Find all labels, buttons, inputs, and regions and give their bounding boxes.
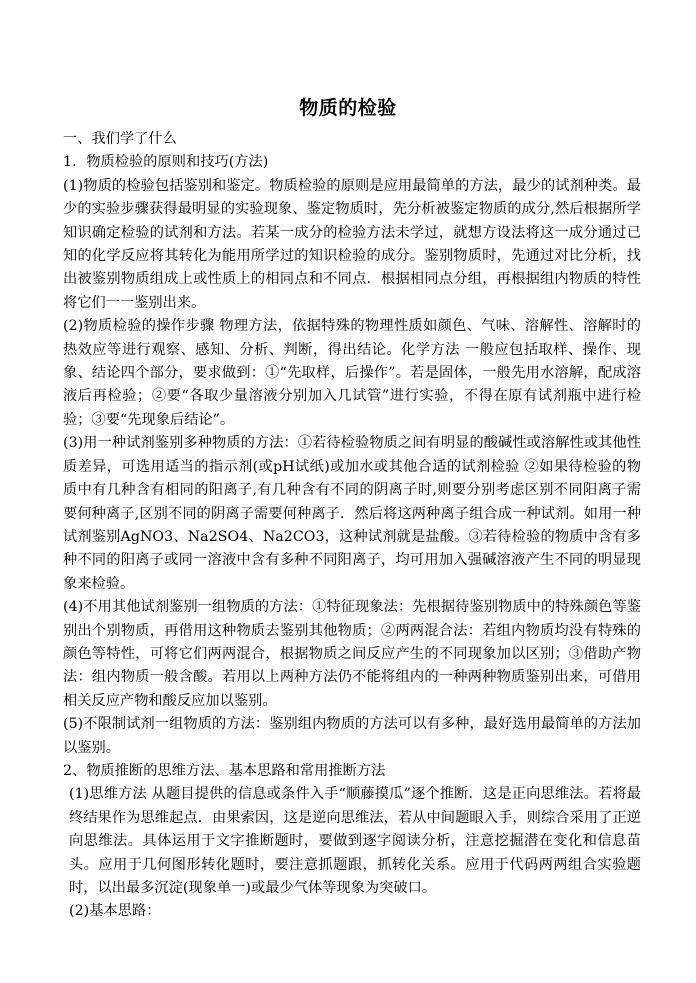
- document-title: 物质的检验: [299, 97, 397, 119]
- paragraph: (2)物质检验的操作步骤 物理方法，依据特殊的物理性质如颜色、气味、溶解性、溶解时的热效应等进行观察、感知、分析、判断，得出结论。化学方法 一般应包括取样、操作、现象、结论四个部分，要求做到：①“先取样，后操作”。若是固体，一般先用水溶解，配成溶液后再检验；②要“各取少量溶液分别加入几试管”进行实验，不得在原有试剂瓶中进行检验；③要“先现象后结论”。: [63, 318, 641, 428]
- paragraph: (3)用一种试剂鉴别多种物质的方法：①若待检验物质之间有明显的酸碱性或溶解性或其他性质差异，可选用适当的指示剂(或pH试纸)或加水或其他合适的试剂检验 ②如果待检验的物质中有几种含有相同的阳离子,有几种含有不同的阴离子时,则要分别考虑区别不同阳离子需要何种离子,区别不同的阴离子需要何种离子．然后将这两种离子组合成一种试剂。如用一种试剂鉴别AgNO3、Na2SO4、Na2CO3，这种试剂就是盐酸。③若待检验的物质中含有多种不同的阳离子或同一溶液中含有多种不同阳离子，均可用加入强碱溶液产生不同的明显现象来检验。: [63, 435, 641, 592]
- paragraph: (4)不用其他试剂鉴别一组物质的方法：①特征现象法：先根据待鉴别物质中的特殊颜色等鉴别出个别物质，再借用这种物质去鉴别其他物质；②两两混合法：若组内物质均没有特殊的颜色等特性，可将它们两两混合，根据物质之间反应产生的不同现象加以区别；③借助产物法：组内物质一般含酸。若用以上两种方法仍不能将组内的一种两种物质鉴别出来，可借用相关反应产物和酸反应加以鉴别。: [63, 599, 641, 709]
- paragraph: (1)思维方法 从题目提供的信息或条件入手“顺藤摸瓜”逐个推断．这是正向思维法。若将最终结果作为思维起点．由果索因，这是逆向思维法，若从中间题眼入手，则综合采用了正逆向思维法。具体运用于文字推断题时，要做到逐字阅读分析，注意挖掘潜在变化和信息苗头。应用于几何图形转化题时，要注意抓题跟，抓转化关系。应用于代码两两组合实验题时，以出最多沉淀(现象单一)或最少气体等现象为突破口。: [69, 786, 641, 896]
- subsection-heading: 2、物质推断的思维方法、基本思路和常用推断方法: [63, 762, 386, 779]
- subsection-heading: 1．物质检验的原则和技巧(方法): [63, 154, 269, 171]
- document-body: [63, 128, 641, 924]
- paragraph: (5)不限制试剂一组物质的方法：鉴别组内物质的方法可以有多种，最好选用最简单的方法加以鉴别。: [63, 716, 641, 756]
- paragraph: (1)物质的检验包括鉴别和鉴定。物质检验的原则是应用最简单的方法，最少的试剂种类。最少的实验步骤获得最明显的实验现象、鉴定物质时，先分析被鉴定物质的成分,然后根据所学知识确定检验的试剂和方法。若某一成分的检验方法未学过，就想方设法将这一成分通过已知的化学反应将其转化为能用所学过的知识检验的成分。鉴别物质时，先通过对比分析，找出被鉴别物质组成上或性质上的相同点和不同点．根据相同点分组，再根据组内物质的特性将它们一一鉴别出来。: [63, 177, 641, 311]
- section-heading: 一、我们学了什么: [63, 131, 177, 147]
- paragraph: (2)基本思路：: [69, 903, 161, 920]
